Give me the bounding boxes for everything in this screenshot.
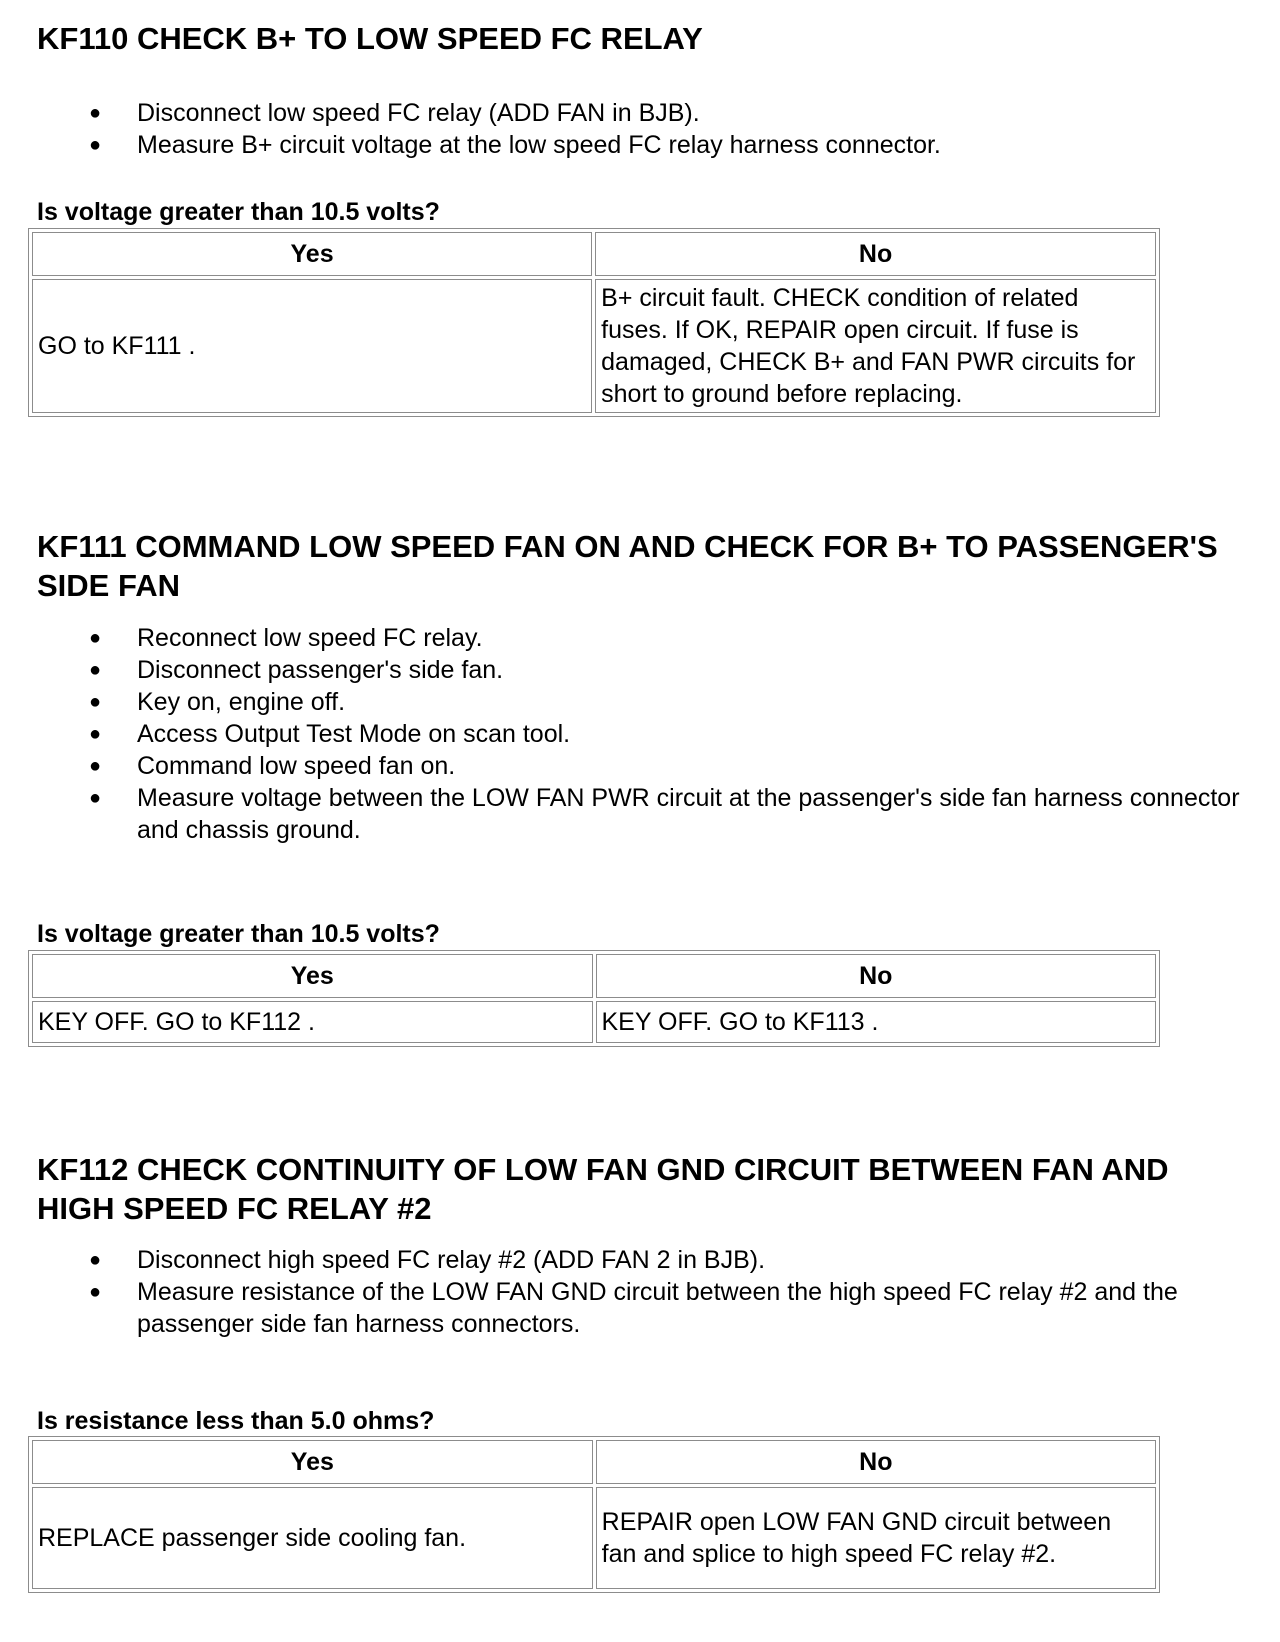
no-header: No	[596, 1440, 1156, 1484]
step-list-kf111	[0, 622, 1250, 846]
step-item	[0, 1244, 1247, 1276]
table-row	[32, 1001, 1156, 1043]
question-kf112: Is resistance less than 5.0 ohms?	[37, 1407, 435, 1435]
table-row	[32, 279, 1156, 413]
yes-header: Yes	[32, 954, 593, 998]
table-header-row	[32, 1440, 1156, 1484]
table-header-row	[32, 954, 1156, 998]
result-table-kf112	[28, 1436, 1160, 1593]
step-text: Disconnect high speed FC relay #2 (ADD FAN 2 in BJB).	[137, 1246, 766, 1274]
step-text: Command low speed fan on.	[137, 752, 456, 780]
result-table-kf111	[28, 950, 1160, 1047]
no-header: No	[596, 954, 1157, 998]
bullet-icon: ●	[89, 1281, 102, 1303]
bullet-icon: ●	[89, 787, 102, 809]
step-text: Key on, engine off.	[137, 688, 346, 716]
bullet-icon: ●	[89, 723, 102, 745]
step-item	[0, 1276, 1247, 1340]
step-text: Measure B+ circuit voltage at the low speed FC relay harness connector.	[137, 131, 941, 159]
no-action-cell: REPAIR open LOW FAN GND circuit between fan and splice to high speed FC relay #2.	[596, 1487, 1156, 1589]
yes-action-cell: KEY OFF. GO to KF112 .	[32, 1001, 593, 1043]
table-row	[32, 1487, 1156, 1589]
step-item	[0, 750, 1247, 782]
step-text: Disconnect low speed FC relay (ADD FAN in BJB).	[137, 99, 700, 127]
step-text: Access Output Test Mode on scan tool.	[137, 720, 571, 748]
step-item	[0, 686, 1247, 718]
bullet-icon: ●	[89, 755, 102, 777]
no-action-cell: KEY OFF. GO to KF113 .	[596, 1001, 1157, 1043]
step-text: Measure voltage between the LOW FAN PWR circuit at the passenger's side fan harness connector and chassis ground.	[137, 784, 1240, 844]
bullet-icon: ●	[89, 1249, 102, 1271]
bullet-icon: ●	[89, 134, 102, 156]
section-heading-kf111: KF111 COMMAND LOW SPEED FAN ON AND CHECK FOR B+ TO PASSENGER'S SIDE FAN	[37, 529, 1218, 603]
bullet-icon: ●	[89, 627, 102, 649]
step-item	[0, 782, 1247, 846]
step-list-kf112	[0, 1244, 1250, 1340]
step-item	[0, 622, 1247, 654]
bullet-icon: ●	[89, 691, 102, 713]
step-list-kf110	[0, 97, 1250, 161]
table-header-row	[32, 232, 1156, 276]
result-table-kf110	[28, 228, 1160, 417]
yes-header: Yes	[32, 1440, 593, 1484]
step-text: Disconnect passenger's side fan.	[137, 656, 504, 684]
section-heading-kf112: KF112 CHECK CONTINUITY OF LOW FAN GND CIRCUIT BETWEEN FAN AND HIGH SPEED FC RELAY #2	[37, 1152, 1169, 1226]
yes-action-cell: GO to KF111 .	[32, 279, 592, 413]
question-kf111: Is voltage greater than 10.5 volts?	[37, 920, 440, 948]
bullet-icon: ●	[89, 102, 102, 124]
section-heading-kf110: KF110 CHECK B+ TO LOW SPEED FC RELAY	[37, 21, 703, 56]
yes-header: Yes	[32, 232, 592, 276]
bullet-icon: ●	[89, 659, 102, 681]
step-item	[0, 654, 1247, 686]
step-item	[0, 97, 1247, 129]
step-text: Reconnect low speed FC relay.	[137, 624, 483, 652]
no-action-cell: B+ circuit fault. CHECK condition of related fuses. If OK, REPAIR open circuit. If fuse is damaged, CHECK B+ and FAN PWR circuits for short to ground before replacing.	[595, 279, 1156, 413]
no-header: No	[595, 232, 1156, 276]
yes-action-cell: REPLACE passenger side cooling fan.	[32, 1487, 593, 1589]
step-text: Measure resistance of the LOW FAN GND circuit between the high speed FC relay #2 and the passenger side fan harness connectors.	[137, 1278, 1178, 1338]
step-item	[0, 129, 1247, 161]
question-kf110: Is voltage greater than 10.5 volts?	[37, 198, 440, 226]
step-item	[0, 718, 1247, 750]
